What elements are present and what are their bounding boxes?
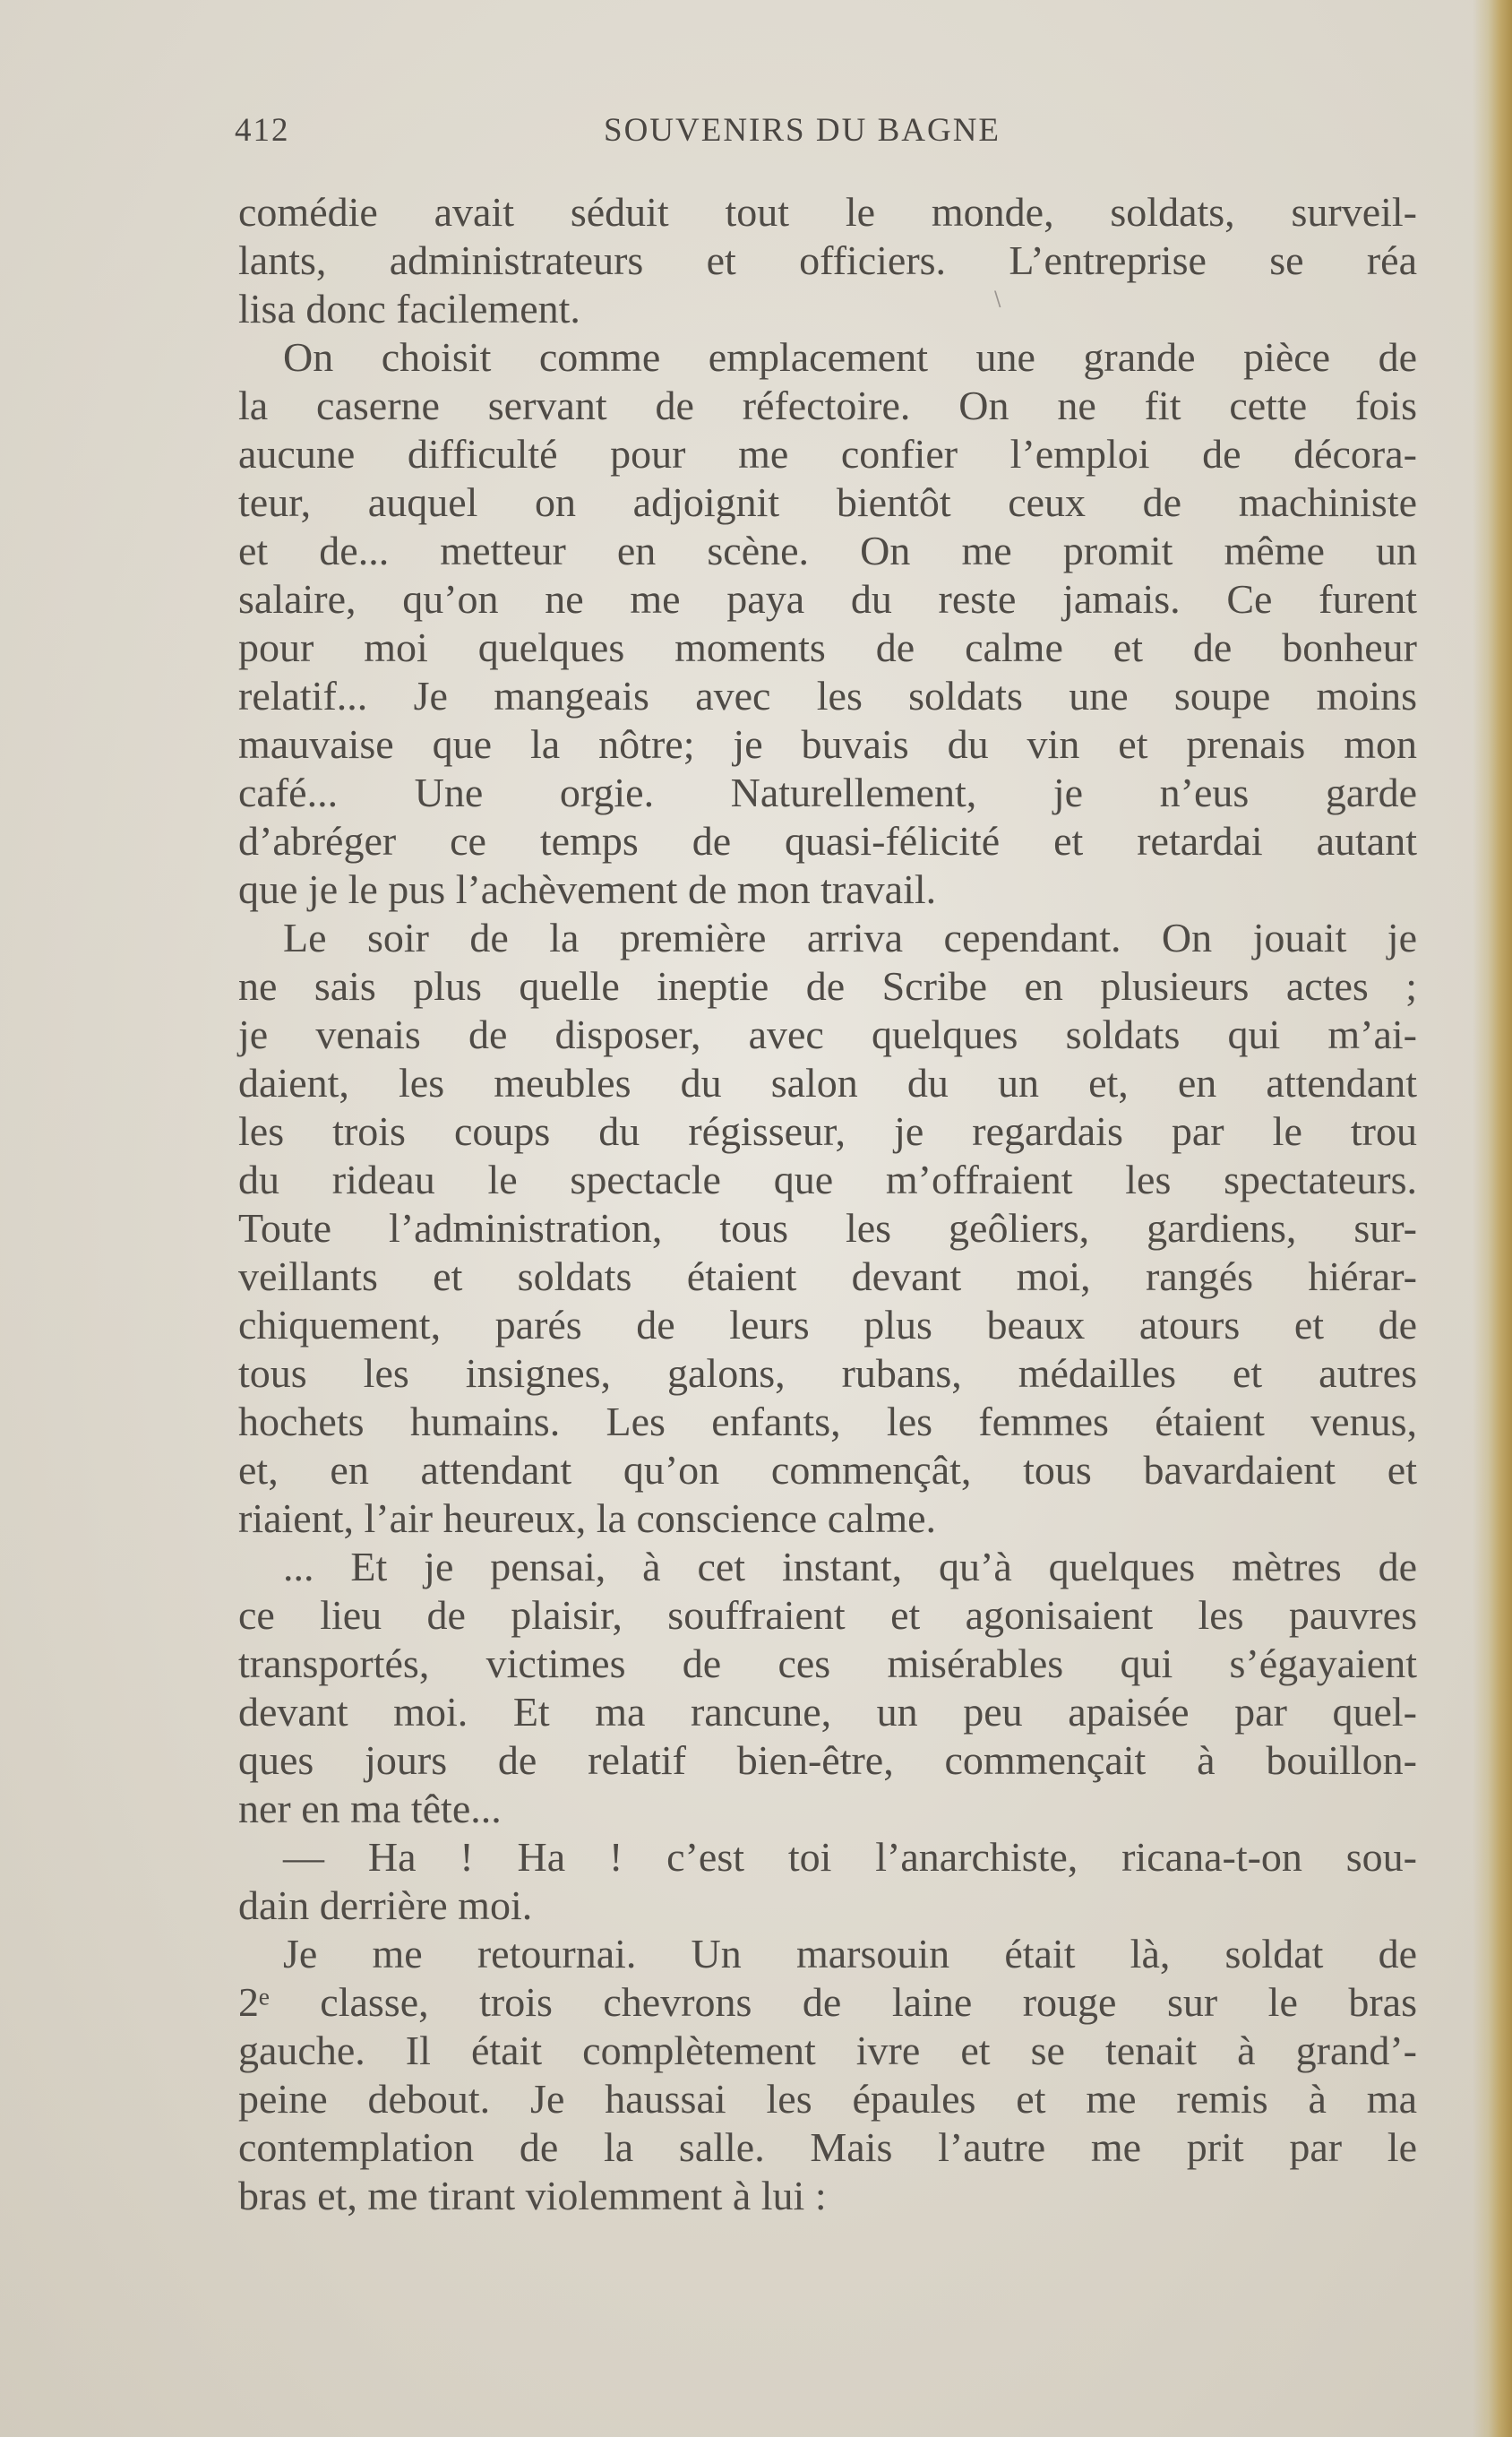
text-line: et, en attendant qu’on commençât, tous bavardaient et [238,1447,1417,1493]
body-text [238,188,1417,2220]
text-line: café... Une orgie. Naturellement, je n’eus garde [238,770,1417,815]
running-title: SOUVENIRS DU BAGNE [604,112,1001,149]
text-line: ne sais plus quelle ineptie de Scribe en plusieurs actes ; [238,963,1417,1009]
text-line: dain derrière moi. [238,1882,533,1928]
running-header [235,111,1417,156]
text-line: tous les insignes, galons, rubans, médailles et autres [238,1350,1417,1396]
text-line: et de... metteur en scène. On me promit même un [238,528,1417,573]
text-line: chiquement, parés de leurs plus beaux atours et de [238,1302,1417,1348]
text-line: gauche. Il était complètement ivre et se tenait à grand’- [238,2028,1417,2073]
text-line: ce lieu de plaisir, souffraient et agonisaient les pauvres [238,1592,1417,1638]
text-line: du rideau le spectacle que m’offraient les spectateurs. [238,1157,1417,1202]
page-edge-shadow [1473,0,1512,2437]
text-line: je venais de disposer, avec quelques soldats qui m’ai- [238,1012,1417,1057]
ink-speck: \ [994,288,1001,311]
text-line: hochets humains. Les enfants, les femmes étaient venus, [238,1399,1417,1444]
text-line: contemplation de la salle. Mais l’autre me prit par le [238,2124,1417,2170]
text-line: les trois coups du régisseur, je regardais par le trou [238,1108,1417,1154]
text-line: mauvaise que la nôtre; je buvais du vin et prenais mon [238,721,1417,767]
text-line: relatif... Je mangeais avec les soldats une soupe moins [238,673,1417,719]
text-line: la caserne servant de réfectoire. On ne fit cette fois [238,383,1417,428]
text-line: lisa donc facilement. [238,286,580,332]
text-line: ques jours de relatif bien-être, commençait à bouillon- [238,1737,1417,1783]
text-line: ner en ma tête... [238,1786,502,1831]
text-line: aucune difficulté pour me confier l’emploi de décora- [238,431,1417,477]
text-line: pour moi quelques moments de calme et de bonheur [238,624,1417,670]
text-line: lants, administrateurs et officiers. L’entreprise se réa [238,237,1417,283]
text-line: salaire, qu’on ne me paya du reste jamais. Ce furent [238,576,1417,622]
text-line: teur, auquel on adjoignit bientôt ceux de machiniste [238,479,1417,525]
text-line: Toute l’administration, tous les geôliers, gardiens, sur- [238,1205,1417,1251]
text-line: comédie avait séduit tout le monde, soldats, surveil- [238,189,1417,235]
text-line: daient, les meubles du salon du un et, en attendant [238,1060,1417,1106]
text-line: Le soir de la première arriva cependant. On jouait je [283,915,1417,960]
text-line: ... Et je pensai, à cet instant, qu’à quelques mètres de [283,1544,1417,1589]
text-line: bras et, me tirant violemment à lui : [238,2173,827,2218]
text-line: On choisit comme emplacement une grande pièce de [283,334,1417,380]
page-number: 412 [235,112,290,149]
text-line: transportés, victimes de ces misérables qui s’égayaient [238,1640,1417,1686]
text-line: que je le pus l’achèvement de mon travail. [238,866,937,912]
text-line: — Ha ! Ha ! c’est toi l’anarchiste, ricana-t-on sou- [283,1834,1417,1880]
text-line: devant moi. Et ma rancune, un peu apaisée par quel- [238,1689,1417,1735]
text-line: riaient, l’air heureux, la conscience calme. [238,1495,937,1541]
text-line: peine debout. Je haussai les épaules et me remis à ma [238,2076,1417,2122]
text-line: Je me retournai. Un marsouin était là, soldat de [283,1931,1417,1976]
text-line: d’abréger ce temps de quasi-félicité et retardai autant [238,818,1417,864]
text-line: 2ᵉ classe, trois chevrons de laine rouge sur le bras [238,1979,1417,2025]
text-line: veillants et soldats étaient devant moi, rangés hiérar- [238,1253,1417,1299]
